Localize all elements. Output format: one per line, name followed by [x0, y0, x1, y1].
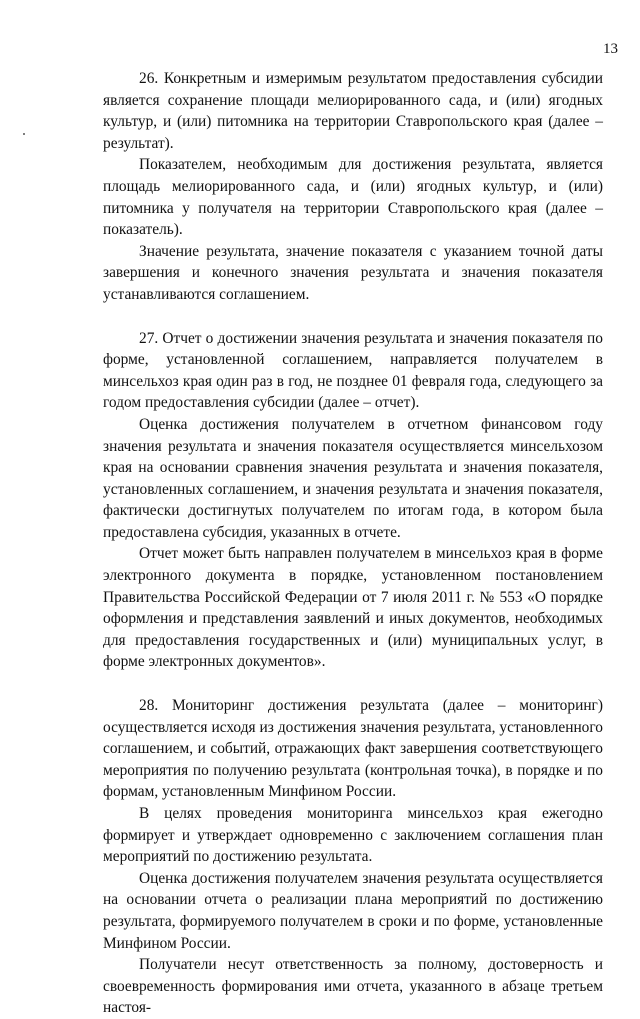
paragraph-indicator: Показателем, необходимым для достижения результата, является площадь мелиорированного сада, и (или) ягодных культур, и (или) питомника у получателя на территории Ставропольского края (далее – показатель). [103, 156, 603, 239]
paragraph-electronic-report: Отчет может быть направлен получателем в минсельхоз края в форме электронного документа в порядке, установленном постановлением Правительства Российской Федерации от 7 июля 2011 г. № 553 «О порядке оформления и представления заявлений и иных документов, необходимых для предоставления государственных и (или) муниципальных услуг, в форме электронных документов». [103, 545, 603, 671]
document-body [103, 68, 603, 1019]
paragraph-assessment-basis: Оценка достижения получателем значения результата осуществляется на основании отчета о реализации плана мероприятий по достижению результата, формируемого получателем в сроки и по форме, установленные Минфином России. [103, 869, 603, 952]
paragraph-responsibility: Получатели несут ответственность за полному, достоверность и своевременность формирования ими отчета, указанного в абзаце третьем настоя- [103, 956, 603, 1017]
paragraph-28-monitoring: 28. Мониторинг достижения результата (далее – мониторинг) осуществляется исходя из достижения значения результата, установленного соглашением, и событий, отражающих факт завершения соответствующего мероприятия по получению результата (контрольная точка), в порядке и по формам, установленным Минфином России. [103, 697, 603, 801]
page-number: 13 [603, 41, 618, 57]
paragraph-assessment: Оценка достижения получателем в отчетном финансовом году значения результата и значения показателя осуществляется минсельхозом края на основании сравнения значения результата и значения показателя, установленных соглашением, и значения результата и значения показателя, фактически достигнутых получателем по итогам года, в котором была предоставлена субсидия, указанных в отчете. [103, 415, 603, 541]
paragraph-27-report: 27. Отчет о достижении значения результата и значения показателя по форме, установленной соглашением, направляется получателем в минсельхоз края один раз в год, не позднее 01 февраля года, следующего за годом предоставления субсидии (далее – отчет). [103, 329, 603, 412]
paragraph-monitoring-plan: В целях проведения мониторинга минсельхоз края ежегодно формирует и утверждает одновременно с заключением соглашения план мероприятий по достижению результата. [103, 805, 603, 866]
paragraph-26-result: 26. Конкретным и измеримым результатом предоставления субсидии является сохранение площади мелиорированного сада, и (или) ягодных культур, и (или) питомника на территории Ставропольского края (далее – результат). [103, 70, 603, 152]
paragraph-values: Значение результата, значение показателя с указанием точной даты завершения и конечного значения результата и значения показателя устанавливаются соглашением. [103, 242, 603, 303]
margin-mark [23, 133, 25, 135]
